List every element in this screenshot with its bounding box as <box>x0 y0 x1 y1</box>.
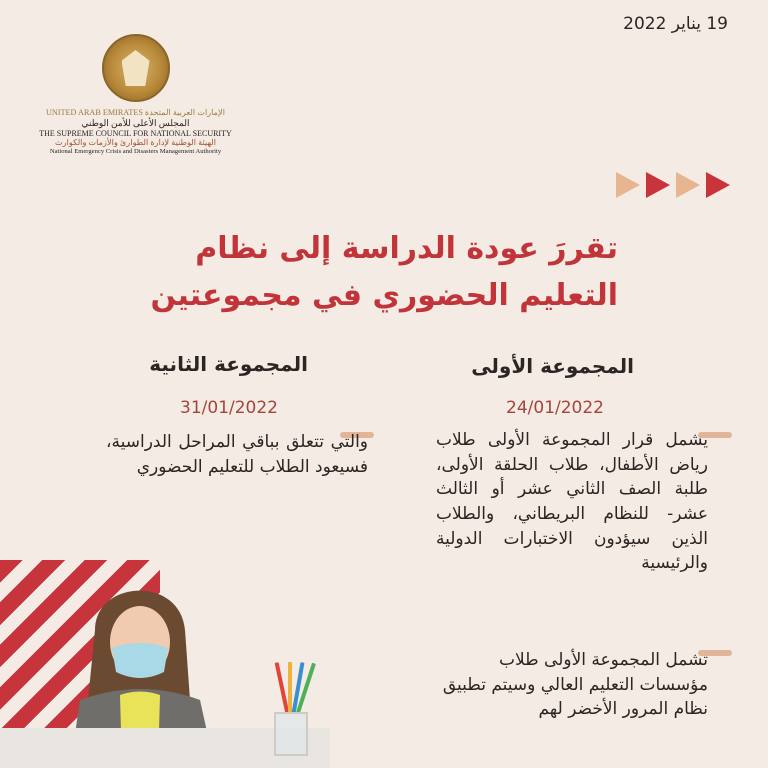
logo-ar-1: الإمارات العربية المتحدة <box>144 108 225 117</box>
arrow-icon <box>616 172 640 198</box>
headline <box>151 226 618 319</box>
logo-en-1: UNITED ARAB EMIRATES <box>45 108 143 117</box>
headline-line-1: تقررَ عودة الدراسة إلى نظام <box>195 231 618 266</box>
headline-line-2: التعليم الحضوري في مجموعتين <box>150 277 618 313</box>
arrow-icon <box>676 172 700 198</box>
logo-ar-3: الهيئة الوطنية لإدارة الطوارئ والأزمات والكوارث <box>55 138 216 148</box>
group1-title: المجموعة الأولى <box>471 354 634 378</box>
group1-text: يشمل قرار المجموعة الأولى طلاب رياض الأطفال، طلاب الحلقة الأولى، طلبة الصف الثاني عشر أو الثالث عشر- للنظام البريطاني، والطلاب الذين سيؤدون الاختبارات الدولية والرئيسية <box>436 430 708 574</box>
date-label: 19 يناير 2022 <box>623 14 728 34</box>
logo-en-3: National Emergency Crisis and Disasters Management Authority <box>49 148 222 156</box>
pencil <box>288 662 292 714</box>
group1-date: 24/01/2022 <box>506 398 604 418</box>
ncema-logo <box>38 34 233 156</box>
group2-text: والتي تتعلق بباقي المراحل الدراسية، فسيعود الطلاب للتعليم الحضوري <box>106 432 368 477</box>
arrow-icon <box>646 172 670 198</box>
group1-text-2: تشمل المجموعة الأولى طلاب مؤسسات التعليم العالي وسيتم تطبيق نظام المرور الأخضر لهم <box>442 650 708 720</box>
logo-ar-2: المجلس الأعلى للأمن الوطني <box>81 117 190 128</box>
group2-date: 31/01/2022 <box>180 398 278 418</box>
arrow-icon <box>706 172 730 198</box>
pencil-cup <box>274 712 308 756</box>
uae-emblem-icon <box>102 34 170 102</box>
decorative-arrows <box>616 172 730 198</box>
logo-en-2: THE SUPREME COUNCIL FOR NATIONAL SECURITY <box>39 128 232 138</box>
group2-title: المجموعة الثانية <box>149 352 308 376</box>
